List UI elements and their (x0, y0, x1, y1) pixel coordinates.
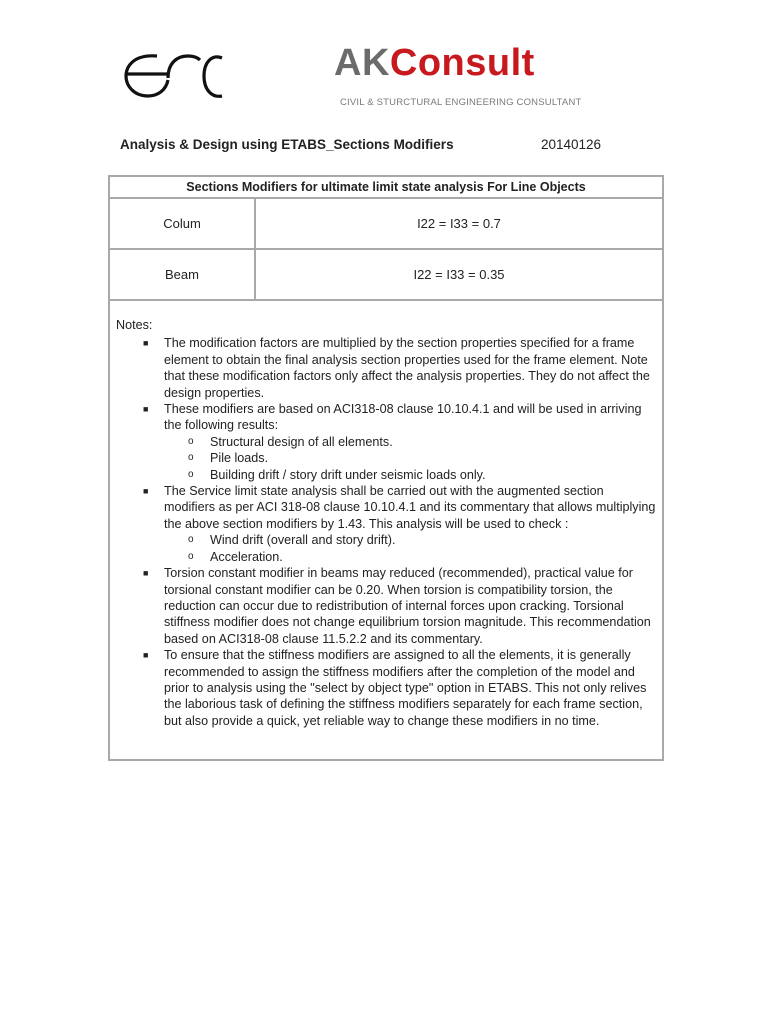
circle-bullet-icon: o (188, 534, 194, 546)
sub-item (116, 467, 656, 483)
note-item (116, 565, 656, 647)
bullet-icon: ■ (143, 486, 149, 497)
note-text: To ensure that the stiffness modifiers are assigned to all the elements, it is generally recommended to assign the stiffness modifiers after the completion of the model and prior to analysis using the "select by object type" option in ETABS. This not only relives the laborious task of defining the stiffness modifiers separately for each frame section, but also provide a quick, yet reliable way to change these modifiers in no time. (164, 648, 647, 728)
table-title: Sections Modifiers for ultimate limit state analysis For Line Objects (110, 177, 662, 199)
bullet-icon: ■ (143, 650, 149, 661)
circle-bullet-icon: o (188, 435, 194, 447)
note-item (116, 335, 656, 401)
modifiers-table-box (108, 175, 664, 761)
circle-bullet-icon: o (188, 468, 194, 480)
note-text: These modifiers are based on ACI318-08 clause 10.10.4.1 and will be used in arriving the following results: (164, 402, 642, 433)
sub-item-text: Wind drift (overall and story drift). (210, 533, 396, 548)
table-row (110, 250, 662, 301)
sub-item-text: Building drift / story drift under seismic loads only. (210, 467, 486, 482)
brand-tagline: CIVIL & STURCTURAL ENGINEERING CONSULTANT (340, 97, 582, 108)
bullet-icon: ■ (143, 568, 149, 579)
brand-ak: AK (334, 42, 390, 84)
note-item (116, 647, 656, 729)
element-name-cell: Colum (110, 199, 256, 248)
bullet-icon: ■ (143, 404, 149, 415)
note-text: Torsion constant modifier in beams may reduced (recommended), practical value for torsional constant modifier can be 0.20. When torsion is compatibility torsion, the reduction can occur due to redistribution of internal forces upon cracking. Torsional stiffness modifier does not change equilibrium torsion magnitude. This recommendation based on ACI318-08 clause 11.5.2.2 and its commentary. (164, 566, 651, 646)
bullet-icon: ■ (143, 338, 149, 349)
document-date: 20140126 (541, 137, 602, 152)
sub-item (116, 549, 656, 565)
notes-section (116, 317, 656, 729)
acc-logo (124, 50, 236, 100)
circle-bullet-icon: o (188, 550, 194, 562)
brand-name (334, 44, 535, 82)
sub-item (116, 434, 656, 450)
sub-item-text: Pile loads. (210, 451, 269, 466)
sub-item (116, 450, 656, 466)
modifier-value-cell: I22 = I33 = 0.35 (413, 267, 505, 282)
element-name-cell: Beam (110, 250, 256, 299)
document-title: Analysis & Design using ETABS_Sections Modifiers (120, 137, 454, 152)
table-row (110, 199, 662, 250)
note-text: The modification factors are multiplied by the section properties specified for a frame element to obtain the final analysis section properties used for the frame element. Note that these modification factors only affect the analysis properties. They do not affect the design properties. (164, 336, 650, 400)
brand-consult: Consult (389, 42, 535, 84)
modifier-value-cell: I22 = I33 = 0.7 (417, 216, 501, 231)
notes-heading: Notes: (116, 318, 153, 332)
note-text: The Service limit state analysis shall be carried out with the augmented section modifiers as per ACI 318-08 clause 10.10.4.1 and its commentary that allows multiplying the above section modifiers by 1.43. This analysis will be used to check : (164, 484, 656, 531)
note-item (116, 401, 656, 434)
sub-item-text: Acceleration. (210, 549, 283, 564)
sub-item-text: Structural design of all elements. (210, 434, 393, 449)
sub-item (116, 532, 656, 548)
circle-bullet-icon: o (188, 452, 194, 464)
note-item (116, 483, 656, 532)
